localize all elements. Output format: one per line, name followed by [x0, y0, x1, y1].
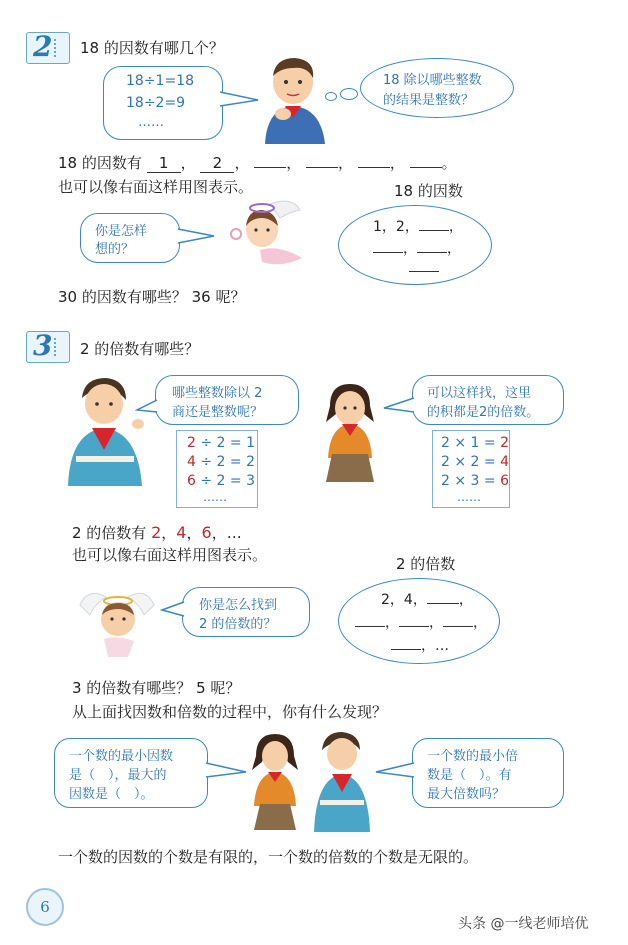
diagram-intro: 也可以像右面这样用图表示。 — [58, 178, 254, 196]
question-number: 2 — [33, 30, 53, 63]
calc-line: 18÷2=9 — [126, 95, 186, 111]
factors-line: 18 的因数有 1 ， 2 ， ， ， ， 。 — [58, 154, 457, 172]
badge-dots-decoration — [54, 338, 66, 356]
watermark: 头条 @一线老师培优 — [458, 916, 589, 932]
factors-prefix: 18 的因数有 — [58, 154, 142, 172]
diagram-title: 2 的倍数 — [396, 555, 456, 573]
bubble-line: 数是（ ）。有 — [427, 768, 512, 783]
calc-line: 18÷1=18 — [126, 73, 194, 89]
boy-scarf-illustration — [62, 374, 148, 486]
division-line: 2 ÷ 2 = 1 — [187, 435, 255, 451]
thinking-boy-illustration — [255, 52, 335, 144]
question-number: 3 — [33, 329, 53, 362]
diagram-row: 1，2， ， — [373, 219, 463, 235]
factor-blank: 1 — [147, 154, 181, 173]
min-multiple-bubble — [412, 738, 564, 808]
thought-dot — [340, 88, 358, 100]
bubble-tail — [135, 398, 159, 416]
question-2-badge — [26, 32, 70, 64]
multiplication-line: 2 × 2 = 4 — [441, 454, 509, 470]
diagram-intro: 也可以像右面这样用图表示。 — [72, 546, 268, 564]
girl-illustration — [248, 730, 302, 830]
bubble-line: 哪些整数除以 2 — [172, 386, 263, 401]
multiples-prefix: 2 的倍数有 — [72, 524, 147, 542]
bubble-line: 2 的倍数的？ — [199, 617, 277, 632]
bubble-tail — [176, 226, 216, 248]
diagram-row: ， ， ， — [355, 612, 487, 632]
factor-blank — [306, 167, 338, 168]
question-2-text: 18 的因数有哪几个？ — [80, 39, 224, 57]
division-box — [176, 430, 258, 508]
calc-bubble-tail — [218, 88, 260, 112]
diagram-title: 18 的因数 — [394, 182, 463, 200]
multiplication-line: 2 × 1 = 2 — [441, 435, 509, 451]
think-line: 的结果是整数？ — [383, 93, 475, 108]
bubble-line: 一个数的最小倍 — [427, 749, 519, 764]
division-ellipsis: …… — [203, 490, 227, 504]
girl-illustration — [318, 378, 382, 482]
diagram-row — [409, 260, 439, 276]
calc-line: …… — [138, 115, 164, 130]
bubble-line: 你是怎么找到 — [199, 598, 278, 613]
diagram-row: 2，4， ， — [381, 592, 473, 608]
multiples-diagram — [338, 578, 500, 664]
girl-hint-bubble — [412, 375, 564, 425]
conclusion-text: 一个数的因数的个数是有限的，一个数的倍数的个数是无限的。 — [58, 848, 479, 866]
angel-boy-illustration — [76, 583, 158, 659]
think-bubble — [360, 58, 514, 118]
min-factor-bubble — [54, 738, 208, 808]
bubble-tail — [382, 396, 416, 416]
division-line: 6 ÷ 2 = 3 — [187, 473, 255, 489]
factor-blank — [358, 167, 390, 168]
factors-diagram — [338, 205, 492, 285]
multiples-line: 2 的倍数有 2，4，6，… — [72, 523, 242, 542]
question-3-badge — [26, 331, 70, 363]
bubble-line: 想的？ — [95, 242, 135, 257]
bubble-line: 一个数的最小因数 — [69, 749, 174, 764]
bubble-line: 最大倍数吗？ — [427, 787, 506, 802]
factor-blank — [254, 167, 286, 168]
angel-question-bubble — [80, 213, 180, 263]
q3-follow-up: 3 的倍数有哪些？ 5 呢？ — [72, 679, 241, 697]
page-number: 6 — [26, 888, 64, 926]
badge-dots-decoration — [54, 39, 66, 57]
division-line: 4 ÷ 2 = 2 — [187, 454, 255, 470]
bubble-line: 因数是（ ）。 — [69, 787, 154, 802]
bubble-line: 商还是整数呢？ — [172, 405, 264, 420]
question-3-text: 2 的倍数有哪些？ — [80, 340, 200, 358]
diagram-row: ， ， — [373, 238, 461, 258]
diagram-row: ，… — [391, 635, 449, 655]
multiplication-ellipsis: …… — [457, 490, 481, 504]
bubble-tail — [374, 760, 416, 782]
boy-scarf-illustration — [310, 728, 372, 832]
bubble-line: 是（ ），最大的 — [69, 768, 167, 783]
bubble-line: 你是怎样 — [95, 224, 148, 239]
multiplication-box — [432, 430, 510, 508]
factor-blank: 2 — [200, 154, 234, 173]
bubble-line: 的积都是2的倍数。 — [427, 405, 540, 420]
factor-blank — [410, 167, 442, 168]
multiplication-line: 2 × 3 = 6 — [441, 473, 509, 489]
discover-question: 从上面找因数和倍数的过程中，你有什么发现？ — [72, 703, 388, 721]
bubble-tail — [204, 760, 248, 782]
angel-question-bubble — [182, 587, 310, 637]
q2-follow-up: 30 的因数有哪些？ 36 呢？ — [58, 288, 246, 306]
angel-girl-illustration — [222, 196, 310, 268]
think-line: 18 除以哪些整数 — [383, 73, 482, 88]
bubble-line: 可以这样找，这里 — [427, 386, 532, 401]
boy-question-bubble — [155, 375, 299, 425]
thought-dot — [325, 92, 337, 101]
bubble-tail — [160, 600, 186, 620]
calc-bubble — [103, 66, 223, 140]
